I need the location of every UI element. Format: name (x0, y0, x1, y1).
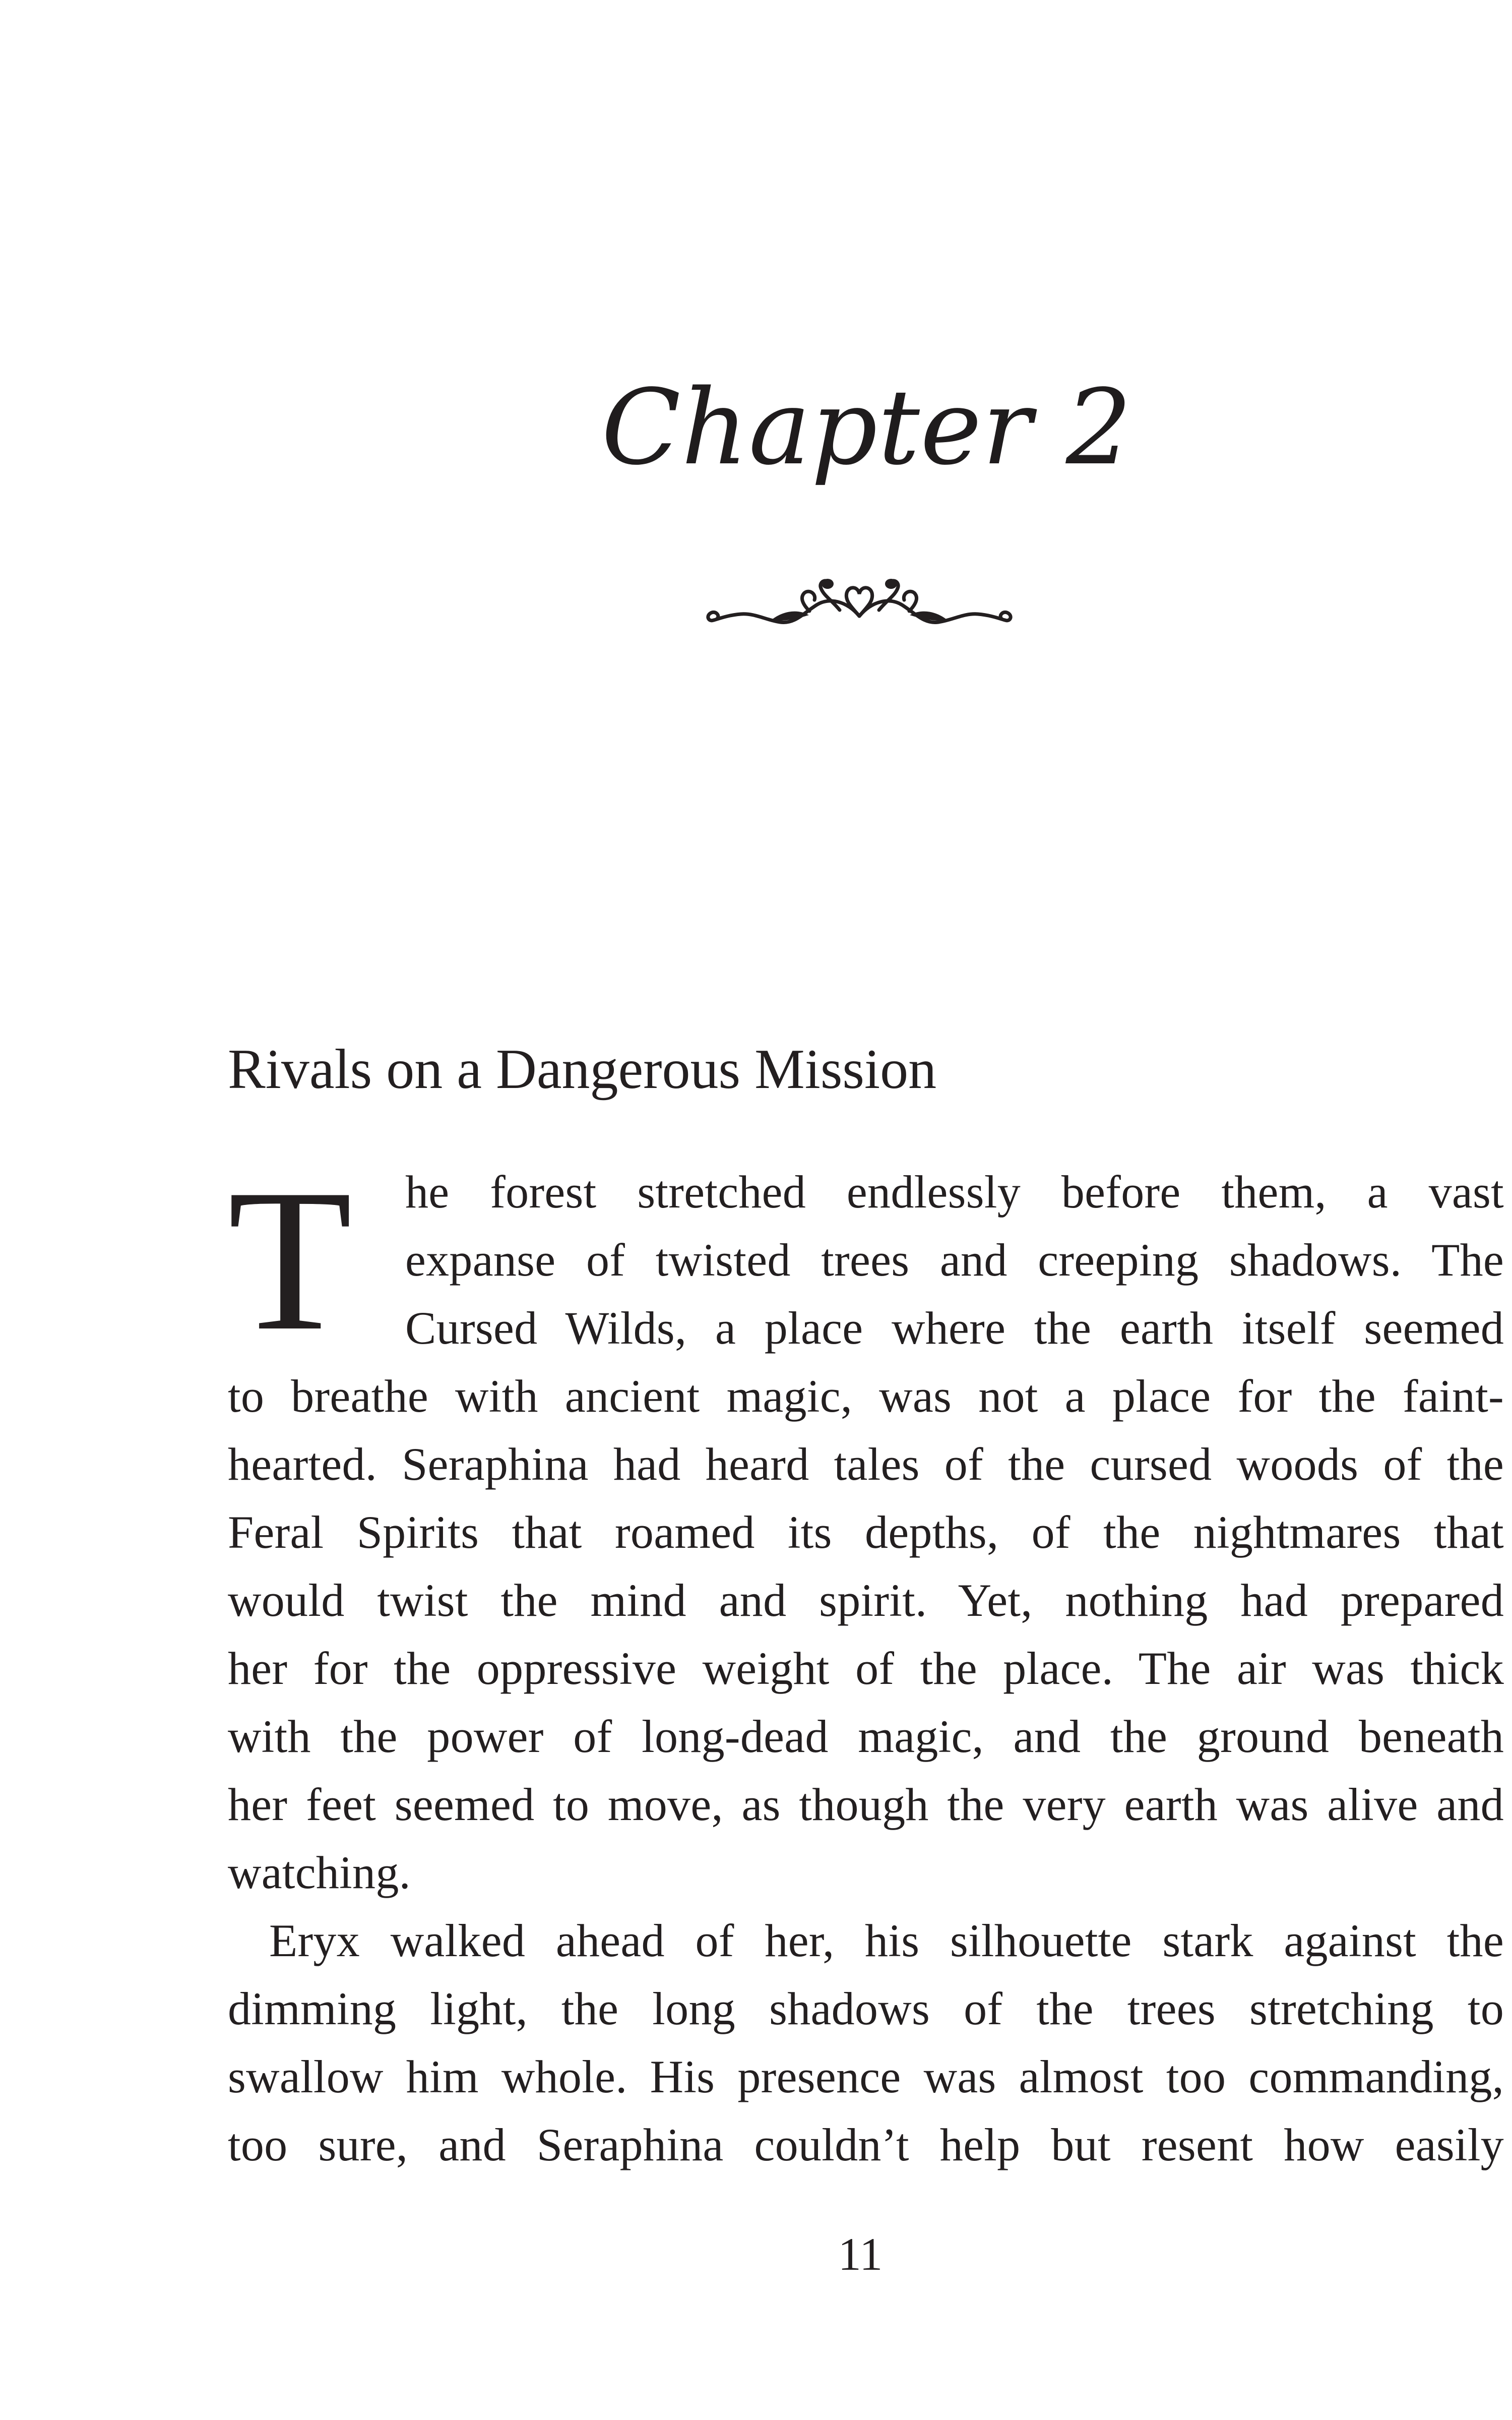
text-line: hearted. Seraphina had heard tales of the cursed woods of the (228, 1438, 1504, 1490)
chapter-title: Chapter 2 (601, 367, 1132, 488)
drop-cap: T (228, 1147, 352, 1373)
body-text (228, 1166, 1504, 2190)
section-heading: Rivals on a Dangerous Mission (228, 1038, 937, 1101)
flourish-divider-icon (696, 570, 1023, 640)
text-line: her for the oppressive weight of the place. The air was thick (228, 1643, 1504, 1694)
text-line: to breathe with ancient magic, was not a place for the faint- (228, 1370, 1504, 1422)
text-line: with the power of long-dead magic, and the ground beneath (228, 1711, 1504, 1762)
page-number: 11 (838, 2228, 883, 2280)
text-line: her feet seemed to move, as though the very earth was alive and (228, 1779, 1504, 1830)
text-line: Cursed Wilds, a place where the earth itself seemed (405, 1302, 1504, 1354)
text-line: watching. (228, 1847, 411, 1898)
text-line: would twist the mind and spirit. Yet, nothing had prepared (228, 1575, 1504, 1626)
text-line: too sure, and Seraphina couldn’t help but resent how easily (228, 2119, 1504, 2170)
text-line: Feral Spirits that roamed its depths, of the nightmares that (228, 1506, 1504, 1558)
text-line: dimming light, the long shadows of the trees stretching to (228, 1983, 1504, 2034)
text-line: swallow him whole. His presence was almost too commanding, (228, 2051, 1504, 2102)
text-line: expanse of twisted trees and creeping shadows. The (405, 1234, 1504, 1286)
text-line: Eryx walked ahead of her, his silhouette stark against the (269, 1915, 1504, 1966)
text-line: he forest stretched endlessly before them, a vast (405, 1166, 1504, 1218)
